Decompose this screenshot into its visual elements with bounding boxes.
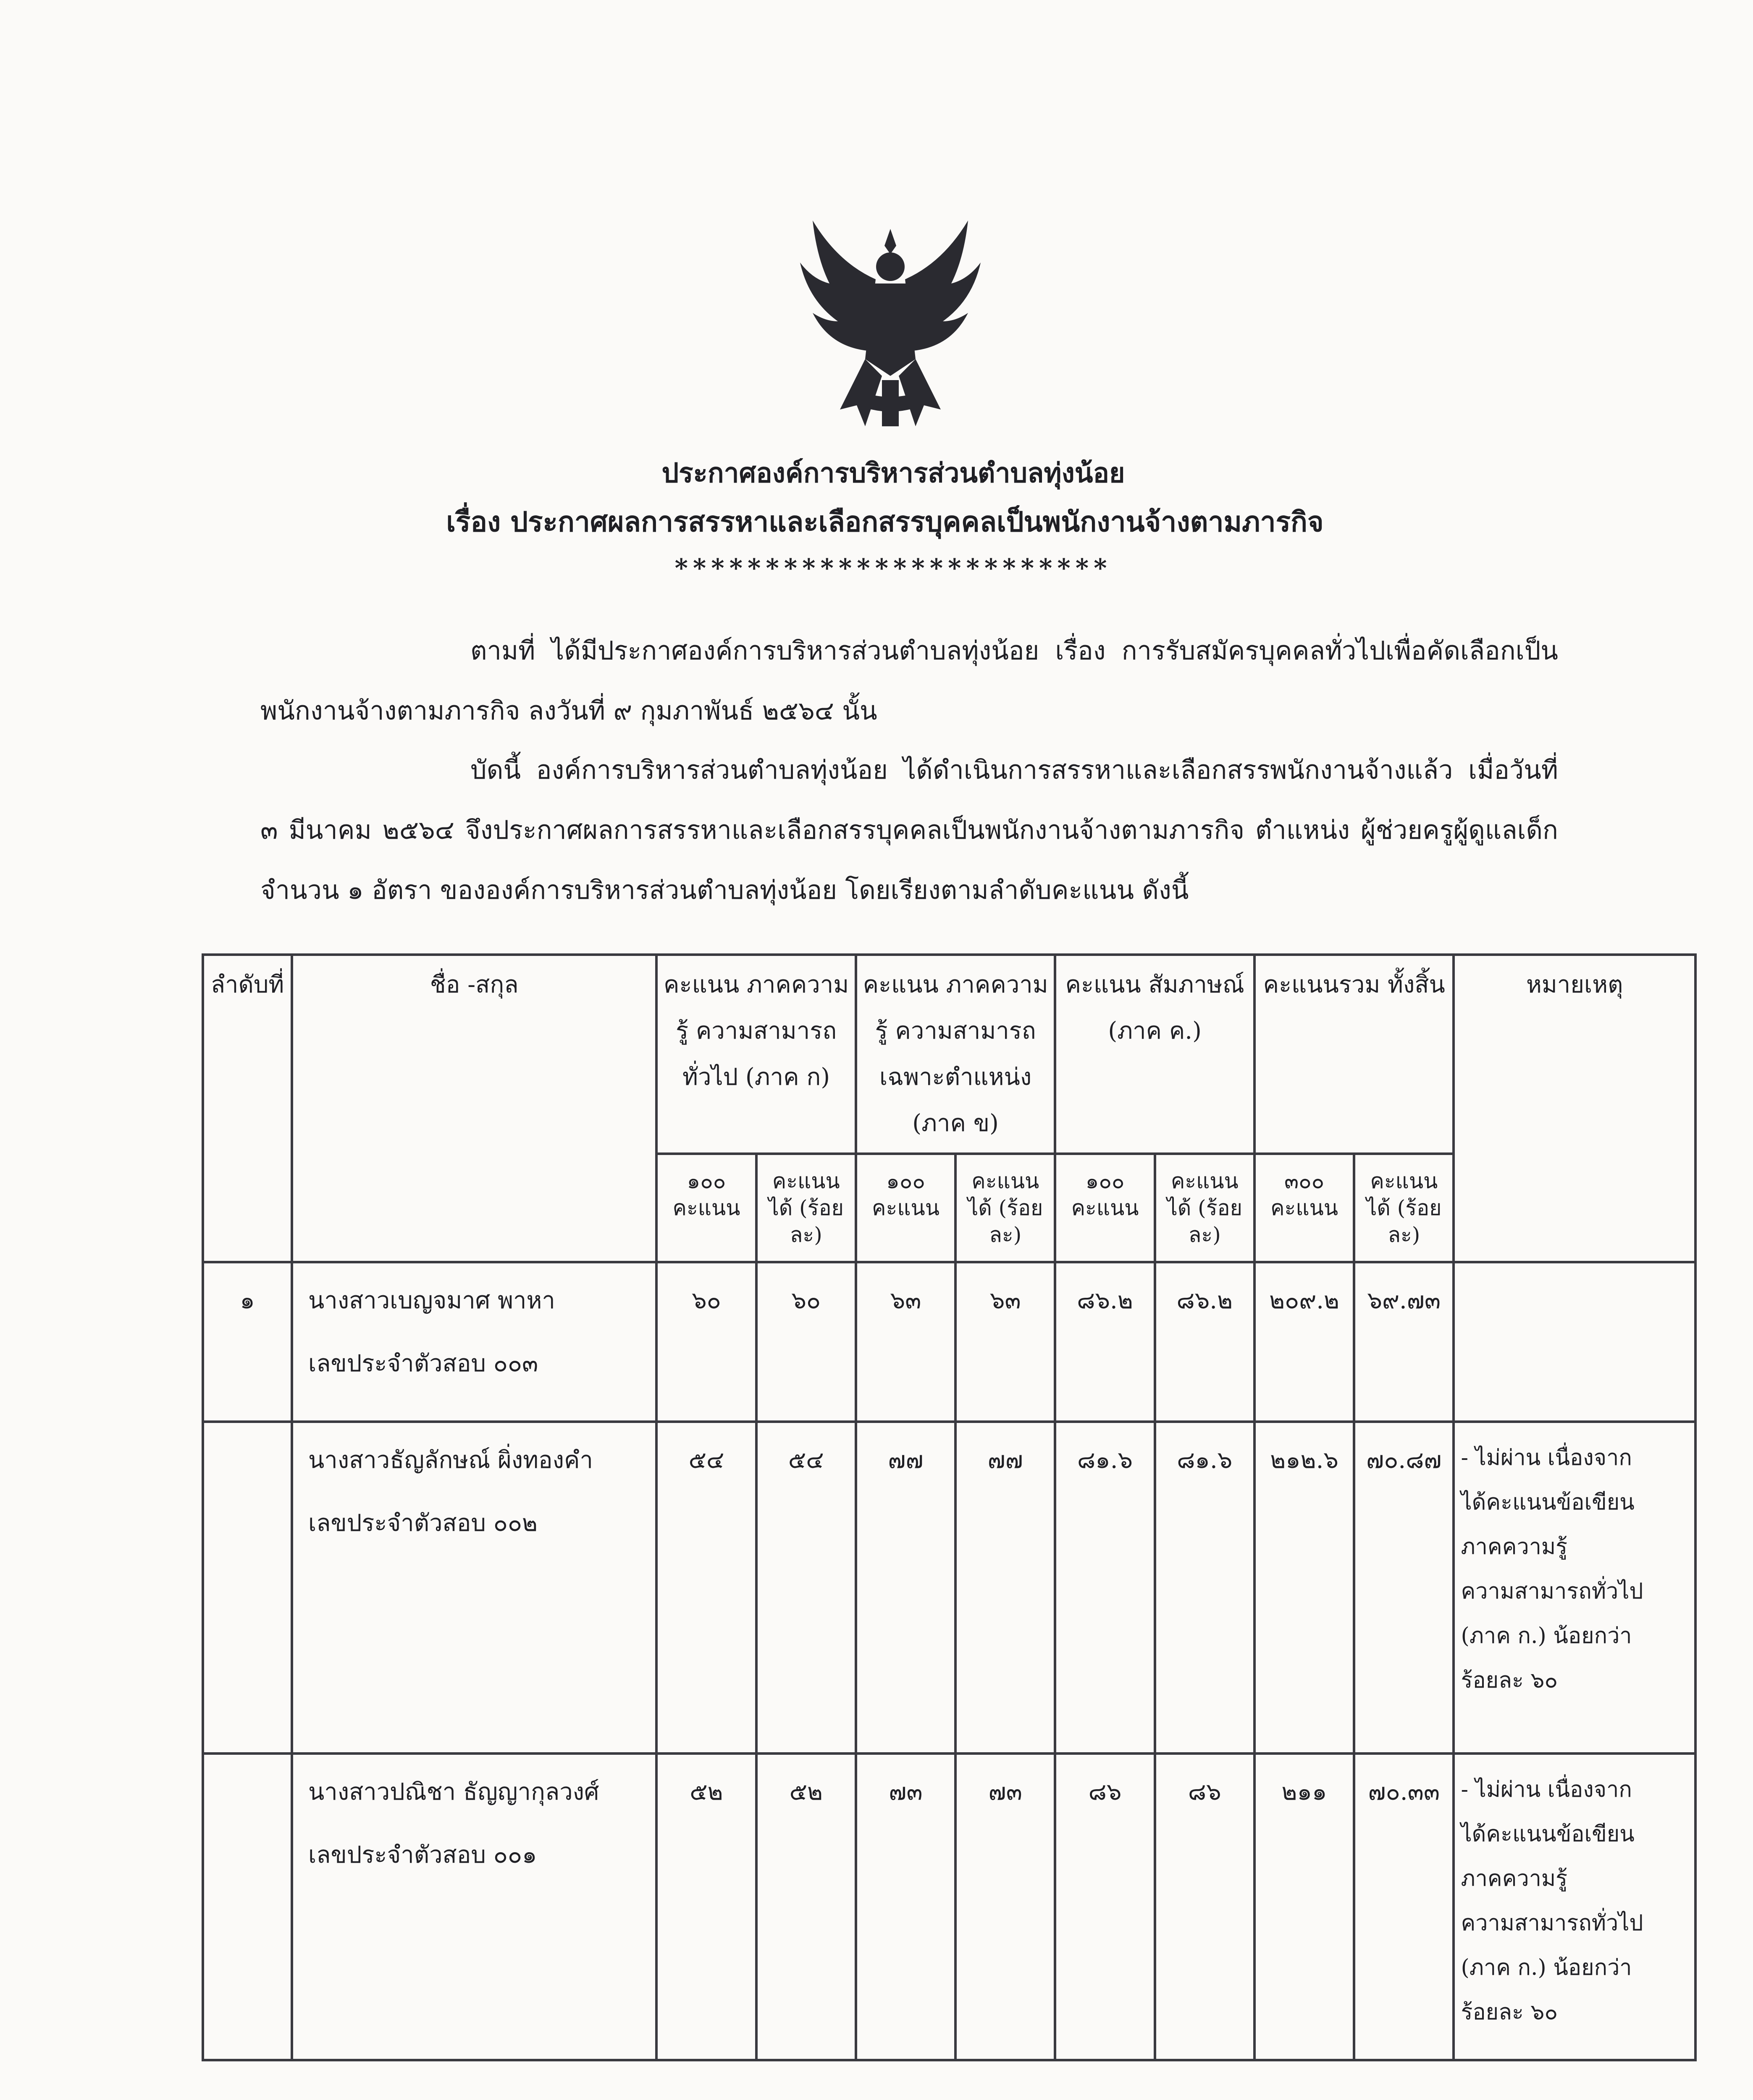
part-b-percent: ๖๓ — [955, 1262, 1055, 1422]
remark-line: (ภาค ก.) น้อยกว่า — [1461, 1955, 1632, 1980]
subheader-percent: คะแนน ได้ (ร้อยละ) — [1155, 1154, 1254, 1262]
total-percent: ๗๐.๘๗ — [1354, 1422, 1454, 1754]
title-separator: ************************ — [674, 554, 1112, 583]
announcement-subject: เรื่อง ประกาศผลการสรรหาและเลือกสรรบุคคลเป็นพนักงานจ้างตามภารกิจ — [446, 505, 1324, 538]
part-b-score: ๖๓ — [856, 1262, 955, 1422]
part-a-score: ๖๐ — [656, 1262, 756, 1422]
subheader-full-score: ๓๐๐ คะแนน — [1254, 1154, 1354, 1262]
table-header-row — [203, 955, 1695, 1154]
part-c-percent: ๘๖ — [1155, 1754, 1254, 2060]
header-rank: ลำดับที่ — [203, 955, 292, 1262]
remark-line: - ไม่ผ่าน เนื่องจาก — [1461, 1445, 1632, 1470]
part-a-score: ๕๒ — [656, 1754, 756, 2060]
part-c-score: ๘๑.๖ — [1055, 1422, 1155, 1754]
table-row — [203, 1262, 1695, 1422]
total-percent: ๖๙.๗๓ — [1354, 1262, 1454, 1422]
subheader-full-score: ๑๐๐ คะแนน — [1055, 1154, 1155, 1262]
rank-cell — [203, 1754, 292, 2060]
name-cell — [292, 1422, 656, 1754]
name-cell — [292, 1754, 656, 2060]
part-b-score: ๗๓ — [856, 1754, 955, 2060]
remark-line: ความสามารถทั่วไป — [1461, 1579, 1643, 1604]
part-b-score: ๗๗ — [856, 1422, 955, 1754]
part-c-percent: ๘๖.๒ — [1155, 1262, 1254, 1422]
rank-cell: ๑ — [203, 1262, 292, 1422]
rank-cell — [203, 1422, 292, 1754]
remark-cell — [1454, 1754, 1695, 2060]
results-table — [202, 953, 1697, 2061]
remark-line: ภาคความรู้ — [1461, 1534, 1568, 1559]
exam-id: เลขประจำตัวสอบ ๐๐๒ — [308, 1509, 538, 1537]
remark-line: ภาคความรู้ — [1461, 1866, 1568, 1891]
part-a-percent: ๕๔ — [756, 1422, 856, 1754]
subheader-full-score: ๑๐๐ คะแนน — [656, 1154, 756, 1262]
header-part-b: คะแนน ภาคความรู้ ความสามารถ เฉพาะตำแหน่ง (ภาค ข) — [856, 955, 1055, 1154]
part-b-percent: ๗๓ — [955, 1754, 1055, 2060]
exam-id: เลขประจำตัวสอบ ๐๐๓ — [308, 1350, 538, 1377]
result-paragraph: บัดนี้ องค์การบริหารส่วนตำบลทุ่งน้อย ได้ดำเนินการสรรหาและเลือกสรรพนักงานจ้างแล้ว เมื่อวันที่ ๓ มีนาคม ๒๕๖๔ จึงประกาศผลการสรรหาและเลือกสรรบุคคลเป็นพนักงานจ้างตามภารกิจ ตำแหน่ง ผู้ช่วยครูผู้ดูแลเด็ก จำนวน ๑ อัตรา ขององค์การบริหารส่วนตำบลทุ่งน้อย โดยเรียงตามลำดับคะแนน ดังนี้ — [260, 755, 1558, 905]
subheader-percent: คะแนน ได้ (ร้อยละ) — [756, 1154, 856, 1262]
part-c-percent: ๘๑.๖ — [1155, 1422, 1254, 1754]
part-b-percent: ๗๗ — [955, 1422, 1055, 1754]
remark-line: - ไม่ผ่าน เนื่องจาก — [1461, 1777, 1632, 1802]
part-a-percent: ๖๐ — [756, 1262, 856, 1422]
agency-announcement-title: ประกาศองค์การบริหารส่วนตำบลทุ่งน้อย — [661, 457, 1125, 489]
remark-line: ความสามารถทั่วไป — [1461, 1911, 1643, 1936]
garuda-emblem-icon — [790, 212, 991, 447]
remark-line: ได้คะแนนข้อเขียน — [1461, 1490, 1635, 1515]
subheader-percent: คะแนน ได้ (ร้อยละ) — [955, 1154, 1055, 1262]
subheader-percent: คะแนน ได้ (ร้อยละ) — [1354, 1154, 1454, 1262]
part-a-score: ๕๔ — [656, 1422, 756, 1754]
remark-line: ร้อยละ ๖๐ — [1461, 2000, 1558, 2025]
subheader-full-score: ๑๐๐ คะแนน — [856, 1154, 955, 1262]
total-percent: ๗๐.๓๓ — [1354, 1754, 1454, 2060]
remark-cell — [1454, 1422, 1695, 1754]
header-part-a: คะแนน ภาคความรู้ ความสามารถ ทั่วไป (ภาค ก) — [656, 955, 856, 1154]
candidate-name: นางสาวธัญลักษณ์ ผิ่งทองคำ — [308, 1446, 593, 1474]
header-remark: หมายเหตุ — [1454, 955, 1695, 1262]
part-c-score: ๘๖.๒ — [1055, 1262, 1155, 1422]
intro-paragraph: ตามที่ ได้มีประกาศองค์การบริหารส่วนตำบลทุ่งน้อย เรื่อง การรับสมัครบุคคลทั่วไปเพื่อคัดเลือกเป็นพนักงานจ้างตามภารกิจ ลงวันที่ ๙ กุมภาพันธ์ ๒๕๖๔ นั้น — [260, 636, 1558, 726]
remark-line: (ภาค ก.) น้อยกว่า — [1461, 1623, 1632, 1648]
part-a-percent: ๕๒ — [756, 1754, 856, 2060]
candidate-name: นางสาวเบญจมาศ พาหา — [308, 1287, 555, 1314]
name-cell — [292, 1262, 656, 1422]
remark-line: ได้คะแนนข้อเขียน — [1461, 1822, 1635, 1847]
remark-cell — [1454, 1262, 1695, 1422]
header-total: คะแนนรวม ทั้งสิ้น — [1254, 955, 1454, 1154]
table-row — [203, 1754, 1695, 2060]
total-score: ๒๐๙.๒ — [1254, 1262, 1354, 1422]
total-score: ๒๑๒.๖ — [1254, 1422, 1354, 1754]
remark-line: ร้อยละ ๖๐ — [1461, 1668, 1558, 1693]
header-part-c: คะแนน สัมภาษณ์ (ภาค ค.) — [1055, 955, 1254, 1154]
candidate-name: นางสาวปณิชา ธัญญากุลวงศ์ — [308, 1778, 599, 1806]
table-row — [203, 1422, 1695, 1754]
header-name: ชื่อ -สกุล — [292, 955, 656, 1262]
total-score: ๒๑๑ — [1254, 1754, 1354, 2060]
part-c-score: ๘๖ — [1055, 1754, 1155, 2060]
exam-id: เลขประจำตัวสอบ ๐๐๑ — [308, 1841, 537, 1869]
